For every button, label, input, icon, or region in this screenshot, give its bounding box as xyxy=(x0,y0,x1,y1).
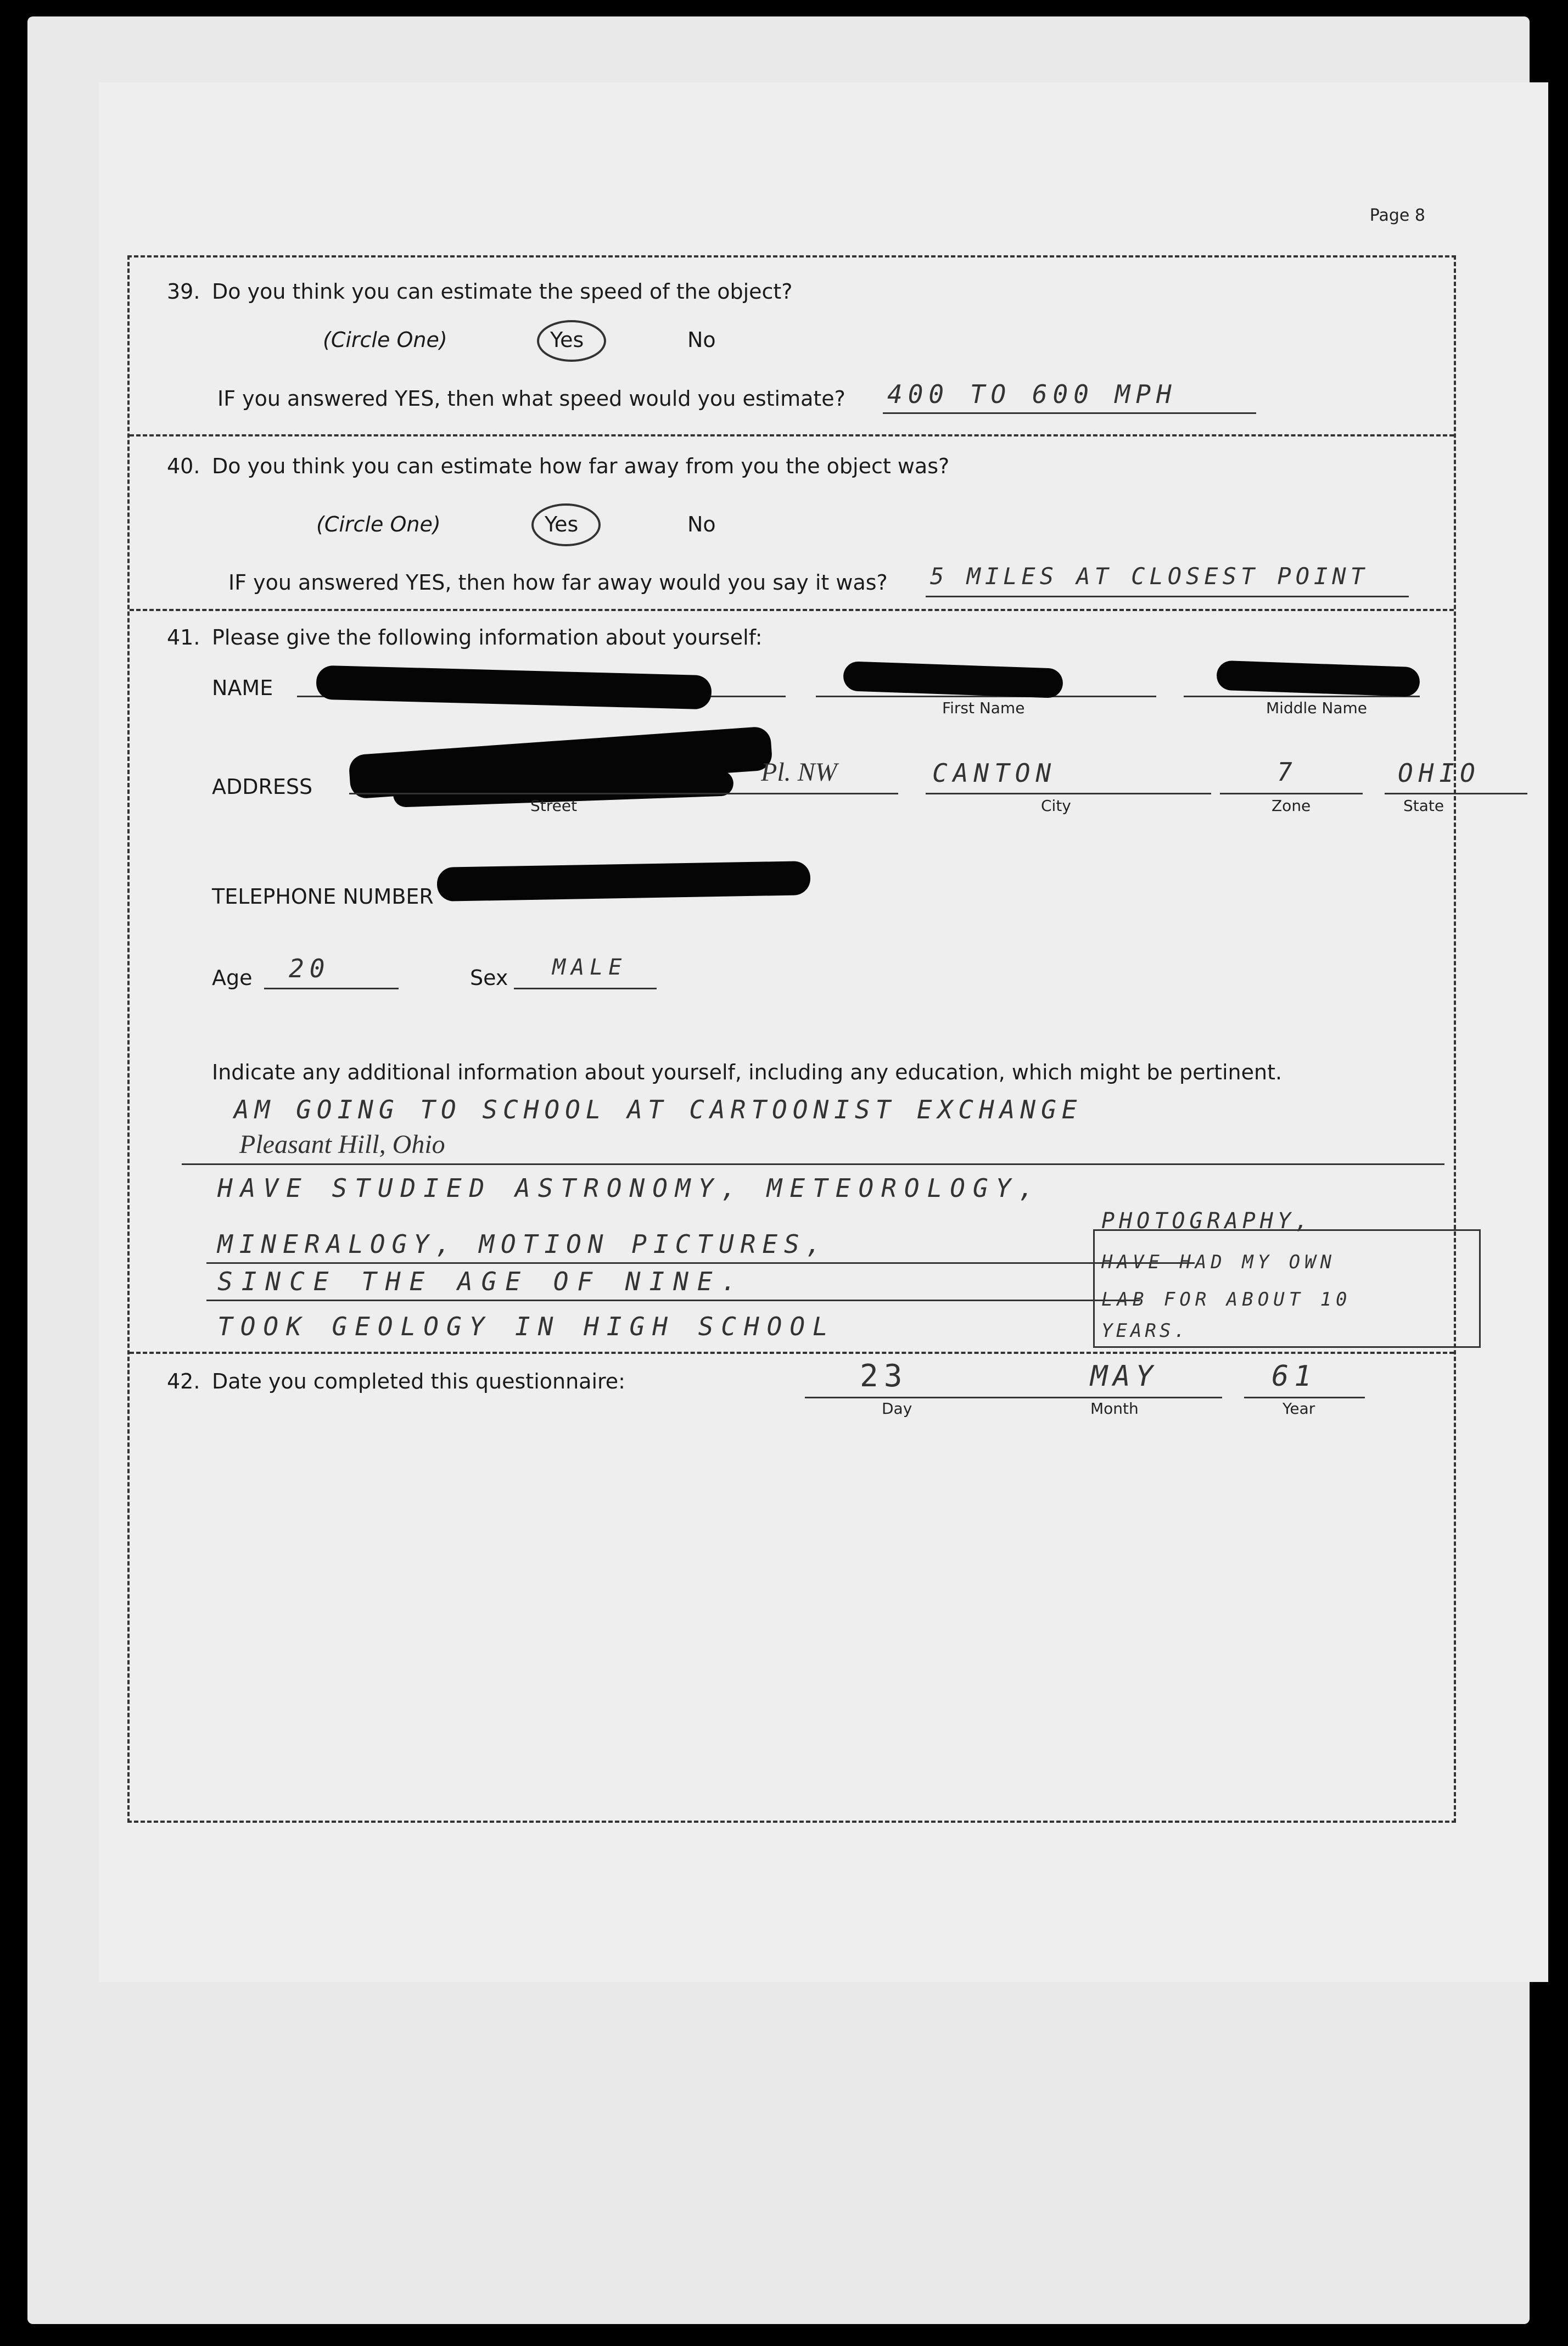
q40-answer[interactable]: 5 MILES AT CLOSEST POINT xyxy=(930,563,1369,590)
additional-line-4[interactable]: MINERALOGY, MOTION PICTURES, xyxy=(217,1229,828,1259)
city-value[interactable]: CANTON xyxy=(932,758,1057,788)
additional-line-1[interactable]: AM GOING TO SCHOOL AT CARTOONIST EXCHANGE xyxy=(234,1095,1083,1124)
city-line xyxy=(926,793,1211,794)
additional-line-6[interactable]: TOOK GEOLOGY IN HIGH SCHOOL xyxy=(217,1312,836,1341)
year-line xyxy=(1244,1397,1365,1398)
month-caption: Month xyxy=(1090,1399,1139,1418)
additional-underline-1 xyxy=(182,1163,1444,1165)
boxed-line-4[interactable]: YEARS. xyxy=(1101,1320,1189,1342)
middle-name-line xyxy=(1184,696,1420,697)
redaction-middle-name xyxy=(1216,660,1420,697)
redaction-telephone xyxy=(437,861,811,902)
sex-line xyxy=(514,988,657,989)
q42-prompt: Date you completed this questionnaire: xyxy=(212,1369,625,1393)
state-value[interactable]: OHIO xyxy=(1398,758,1481,788)
year-value[interactable]: 61 xyxy=(1272,1360,1317,1393)
age-label: Age xyxy=(212,966,253,990)
q40-answer-line xyxy=(926,596,1409,597)
q39-no-option[interactable]: No xyxy=(687,328,716,352)
page-number: Page 8 xyxy=(1369,206,1425,225)
street-line xyxy=(349,793,898,794)
sex-label: Sex xyxy=(470,966,508,990)
divider-40-41 xyxy=(130,609,1454,611)
q39-question: Do you think you can estimate the speed of the object? xyxy=(212,279,793,304)
q40-yes-option[interactable]: Yes xyxy=(545,512,579,536)
additional-line-5[interactable]: SINCE THE AGE OF NINE. xyxy=(217,1267,746,1296)
divider-41-42 xyxy=(130,1352,1454,1354)
first-name-caption: First Name xyxy=(942,699,1025,717)
additional-info-prompt: Indicate any additional information about yourself, including any education, which might be pertinent. xyxy=(212,1060,1283,1084)
day-value[interactable]: 23 xyxy=(860,1358,908,1394)
month-value[interactable]: MAY xyxy=(1090,1360,1158,1393)
q41-prompt: Please give the following information about yourself: xyxy=(212,625,763,650)
boxed-line-3[interactable]: LAB FOR ABOUT 10 xyxy=(1101,1289,1352,1311)
q40-no-option[interactable]: No xyxy=(687,512,716,536)
additional-line-2[interactable]: Pleasant Hill, Ohio xyxy=(239,1130,445,1159)
redaction-last-name xyxy=(316,665,712,710)
questionnaire-form xyxy=(127,255,1481,1823)
q39-yes-option[interactable]: Yes xyxy=(550,328,584,352)
q40-number: 40. xyxy=(167,454,200,478)
street-caption: Street xyxy=(530,797,578,815)
month-line xyxy=(1013,1397,1222,1398)
address-label: ADDRESS xyxy=(212,775,313,799)
q39-answer[interactable]: 400 TO 600 MPH xyxy=(887,379,1177,409)
additional-underline-3 xyxy=(206,1300,1140,1301)
year-caption: Year xyxy=(1283,1399,1315,1418)
age-value[interactable]: 20 xyxy=(289,954,331,983)
q39-circle-label: (Circle One) xyxy=(323,328,447,352)
day-line xyxy=(805,1397,1035,1398)
q39-answer-line xyxy=(883,412,1256,414)
boxed-line-2[interactable]: HAVE HAD MY OWN xyxy=(1101,1251,1336,1273)
boxed-line-1[interactable]: PHOTOGRAPHY, xyxy=(1101,1208,1313,1234)
day-caption: Day xyxy=(882,1399,912,1418)
street-partial[interactable]: Pl. NW xyxy=(761,758,837,787)
city-caption: City xyxy=(1041,797,1071,815)
q41-number: 41. xyxy=(167,625,200,650)
q40-question: Do you think you can estimate how far away from you the object was? xyxy=(212,454,950,478)
state-caption: State xyxy=(1403,797,1444,815)
zone-value[interactable]: 7 xyxy=(1277,757,1298,787)
additional-line-3[interactable]: HAVE STUDIED ASTRONOMY, METEOROLOGY, xyxy=(217,1173,1041,1203)
additional-underline-2 xyxy=(206,1262,1195,1264)
zone-line xyxy=(1220,793,1363,794)
q39-number: 39. xyxy=(167,279,200,304)
q40-circle-label: (Circle One) xyxy=(316,512,441,536)
name-label: NAME xyxy=(212,676,273,700)
q39-followup: IF you answered YES, then what speed would you estimate? xyxy=(217,387,845,411)
zone-caption: Zone xyxy=(1272,797,1311,815)
state-line xyxy=(1385,793,1527,794)
age-line xyxy=(264,988,399,989)
first-name-line xyxy=(816,696,1156,697)
divider-39-40 xyxy=(130,434,1454,436)
q40-followup: IF you answered YES, then how far away would you say it was? xyxy=(228,570,888,595)
sex-value[interactable]: MALE xyxy=(552,955,628,980)
middle-name-caption: Middle Name xyxy=(1266,699,1367,717)
q42-number: 42. xyxy=(167,1369,200,1393)
redaction-first-name xyxy=(843,661,1063,698)
telephone-label: TELEPHONE NUMBER xyxy=(212,884,434,909)
